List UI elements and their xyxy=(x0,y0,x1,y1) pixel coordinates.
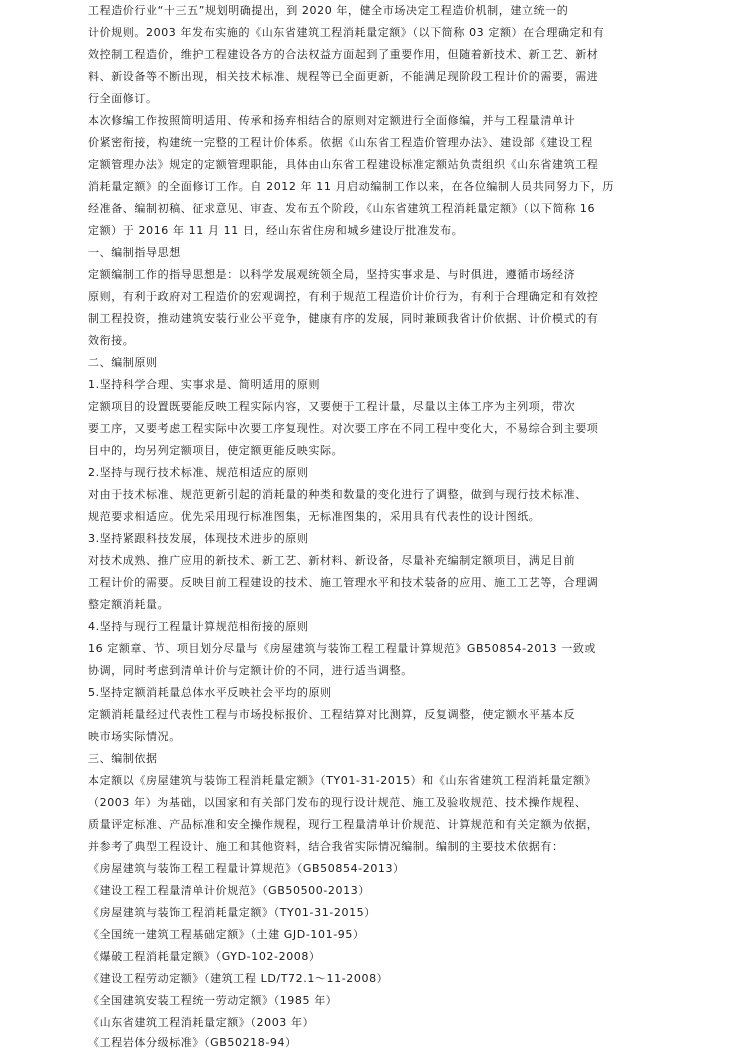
text-line: 定额消耗量经过代表性工程与市场投标报价、工程结算对比测算，反复调整，使定额水平基本反 xyxy=(88,708,576,721)
reference-item: 《建设工程劳动定额》（建筑工程 LD/T72.1～11-2008） xyxy=(88,972,389,985)
text-line: 效控制工程造价，维护工程建设各方的合法权益方面起到了重要作用，但随着新技术、新工艺、新材 xyxy=(88,48,599,61)
text-line: 协调，同时考虑到清单计价与定额计价的不同，进行适当调整。 xyxy=(88,664,413,677)
text-line: 本次修编工作按照简明适用、传承和扬弃相结合的原则对定额进行全面修编，并与工程量清单计 xyxy=(88,114,576,127)
section-heading: 一、编制指导思想 xyxy=(88,246,181,259)
text-line: 质量评定标准、产品标准和安全操作规程，现行工程量清单计价规范、计算规范和有关定额为依据， xyxy=(88,818,599,831)
reference-item: 《全国建筑安装工程统一劳动定额》（1985 年） xyxy=(88,994,338,1007)
text-line: 行全面修订。 xyxy=(88,92,158,105)
text-line: 工程计价的需要。反映目前工程建设的技术、施工管理水平和技术装备的应用、施工工艺等，合理调 xyxy=(88,576,599,589)
section-heading: 二、编制原则 xyxy=(88,356,158,369)
text-line: 定额）于 2016 年 11 月 11 日，经山东省住房和城乡建设厅批准发布。 xyxy=(88,224,464,237)
text-line: 并参考了典型工程设计、施工和其他资料，结合我省实际情况编制。编制的主要技术依据有： xyxy=(88,840,564,853)
text-line: 价紧密衔接，构建统一完整的工程计价体系。依据《山东省工程造价管理办法》、建设部《建设工程 xyxy=(88,136,593,149)
subsection-heading: 2.坚持与现行技术标准、规范相适应的原则 xyxy=(88,466,309,479)
text-line: 目中的，均另列定额项目，使定额更能反映实际。 xyxy=(88,444,344,457)
reference-item: 《爆破工程消耗量定额》（GYD-102-2008） xyxy=(88,950,321,963)
text-line: 16 定额章、节、项目划分尽量与《房屋建筑与装饰工程工程量计算规范》GB50854-2013 一致或 xyxy=(88,642,597,655)
text-line: 映市场实际情况。 xyxy=(88,730,181,743)
text-line: 制工程投资，推动建筑安装行业公平竞争，健康有序的发展，同时兼顾我省计价依据、计价模式的有 xyxy=(88,312,599,325)
reference-item: 《房屋建筑与装饰工程消耗量定额》（TY01-31-2015） xyxy=(88,906,376,919)
text-line: 工程造价行业“十三五”规划明确提出，到 2020 年，健全市场决定工程造价机制，建立统一的 xyxy=(88,4,569,17)
text-line: 整定额消耗量。 xyxy=(88,598,170,611)
text-line: 对由于技术标准、规范更新引起的消耗量的种类和数量的变化进行了调整，做到与现行技术标准、 xyxy=(88,488,587,501)
text-line: 定额编制工作的指导思想是：以科学发展观统领全局，坚持实事求是、与时俱进，遵循市场经济 xyxy=(88,268,576,281)
text-line: 规范要求相适应。优先采用现行标准图集，无标准图集的，采用具有代表性的设计图纸。 xyxy=(88,510,541,523)
reference-item: 《工程岩体分级标准》（GB50218-94） xyxy=(88,1036,297,1049)
text-line: 计价规则。2003 年发布实施的《山东省建筑工程消耗量定额》（以下简称 03 定额）在合理确定和有 xyxy=(88,26,605,39)
text-line: 要工序，又要考虑工程实际中次要工序复现性。对次要工序在不同工程中变化大，不易综合到主要项 xyxy=(88,422,599,435)
subsection-heading: 3.坚持紧跟科技发展，体现技术进步的原则 xyxy=(88,532,309,545)
text-line: 定额项目的设置既要能反映工程实际内容，又要便于工程计量，尽量以主体工序为主列项，带次 xyxy=(88,400,576,413)
subsection-heading: 1.坚持科学合理、实事求是、简明适用的原则 xyxy=(88,378,321,391)
text-line: 定额管理办法》规定的定额管理职能，具体由山东省工程建设标准定额站负责组织《山东省建筑工程 xyxy=(88,158,599,171)
section-heading: 三、编制依据 xyxy=(88,752,158,765)
text-line: 原则，有利于政府对工程造价的宏观调控，有利于规范工程造价计价行为，有利于合理确定和有效控 xyxy=(88,290,599,303)
text-line: 经准备、编制初稿、征求意见、审查、发布五个阶段，《山东省建筑工程消耗量定额》（以下简称 16 xyxy=(88,202,596,215)
reference-item: 《房屋建筑与装饰工程工程量计算规范》（GB50854-2013） xyxy=(88,862,405,875)
text-line: 消耗量定额》的全面修订工作。自 2012 年 11 月启动编制工作以来，在各位编制人员共同努力下，历 xyxy=(88,180,614,193)
reference-item: 《全国统一建筑工程基础定额》（土建 GJD-101-95） xyxy=(88,928,365,941)
text-line: （2003 年）为基础，以国家和有关部门发布的现行设计规范、施工及验收规范、技术操作规程、 xyxy=(88,796,587,809)
text-line: 料、新设备等不断出现，相关技术标准、规程等已全面更新，不能满足现阶段工程计价的需要，需进 xyxy=(88,70,599,83)
reference-item: 《建设工程工程量清单计价规范》（GB50500-2013） xyxy=(88,884,370,897)
text-line: 对技术成熟、推广应用的新技术、新工艺、新材料、新设备，尽量补充编制定额项目，满足目前 xyxy=(88,554,576,567)
reference-item: 《山东省建筑工程消耗量定额》（2003 年） xyxy=(88,1016,315,1029)
text-line: 本定额以《房屋建筑与装饰工程消耗量定额》（TY01-31-2015）和《山东省建筑工程消耗量定额》 xyxy=(88,774,597,787)
text-line: 效衔接。 xyxy=(88,334,135,347)
subsection-heading: 5.坚持定额消耗量总体水平反映社会平均的原则 xyxy=(88,686,332,699)
subsection-heading: 4.坚持与现行工程量计算规范相衔接的原则 xyxy=(88,620,309,633)
